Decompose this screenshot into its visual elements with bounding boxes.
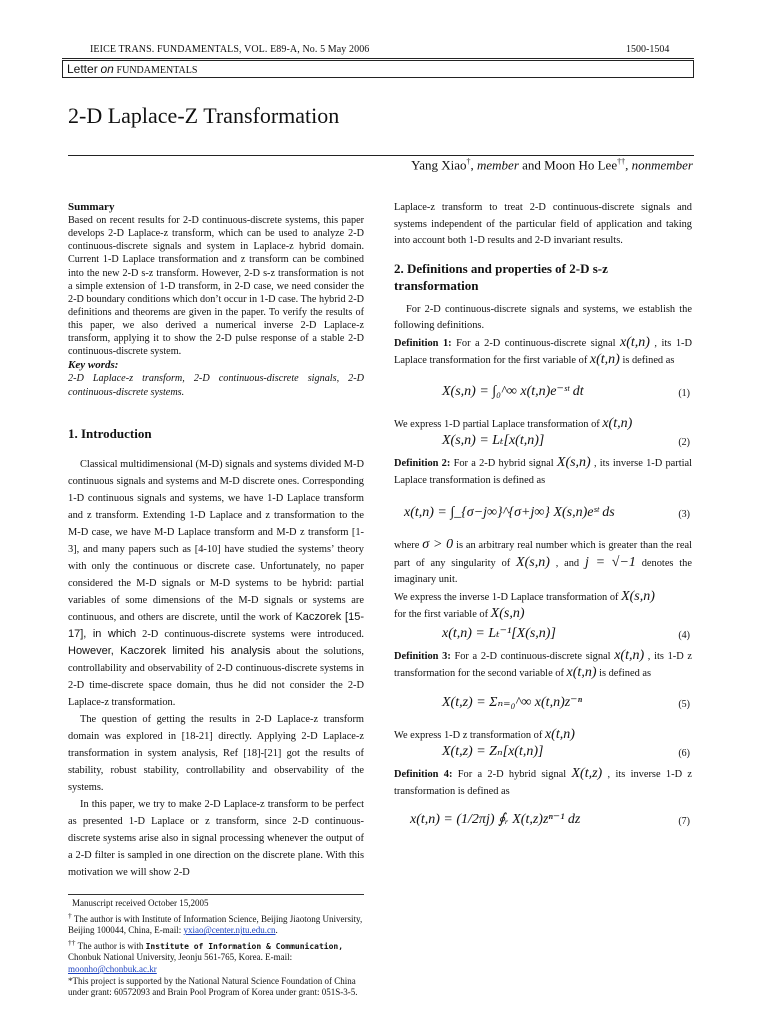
right-column (394, 200, 692, 840)
intro-p1-sans-2: However, Kaczorek limited his analysis (68, 644, 271, 657)
math-xsn: X(s,n) (516, 554, 550, 570)
footnotes (68, 898, 364, 999)
equation-1 (394, 370, 692, 416)
footnote-1-end: . (275, 925, 278, 936)
definition-1-label: Definition 1: (394, 337, 452, 349)
definition-2-text-a: For a 2-D hybrid signal (450, 458, 557, 469)
z-paragraph (394, 727, 692, 745)
section-2-intro: For 2-D continuous-discrete signals and systems, we establish the following definitions. (394, 303, 692, 331)
summary-text: Based on recent results for 2-D continuous-discrete systems, this paper develops 2-D Laplace-z transform, which can be used to analyze 2-D continuous-discrete signals and system in Laplace-z hybrid domain. Current 1-D Laplace transformation and z transform can be combined into the new 2-D s-z transform. However, 2-D s-z transformation is not a simple extension of 1-D transform, in 2-D case, we need consider the 2-D boundary conditions which don’t occur in 1-D case. The hybrid 2-D definitions and theorems are given in the paper. To verify the results of this paper, we also derived a numerical inverse 2-D Laplace-z transform, applying it to show the 2-D pulse response of a stable 2-D continuous-discrete system. (68, 215, 364, 358)
keywords-heading: Key words: (68, 359, 119, 372)
author-2: Moon Ho Lee (544, 157, 618, 173)
footnote-3: *This project is supported by the National Natural Science Foundation of China under grant: 60572093 and Brain Pool Program of Korea under grant: 051S-3-5. (68, 975, 358, 998)
footnote-2-email-link[interactable]: moonho@chonbuk.ac.kr (68, 963, 157, 974)
z-text: We express 1-D z transformation of (394, 729, 545, 741)
definition-3-text-c: is defined as (596, 668, 652, 679)
inverse-text: We express the inverse 1-D Laplace transformation of (394, 591, 622, 603)
equation-4 (394, 624, 692, 648)
equation-7-body: x(t,n) = (1/2πj) ∮ᵣ X(t,z)zⁿ⁻¹ dz (410, 812, 581, 827)
where-text-d: denotes the imaginary unit. (394, 557, 692, 585)
where-text-c: , and (549, 557, 585, 569)
after-eq1-text: We express 1-D partial Laplace transformation of (394, 418, 603, 430)
equation-1-body: X(s,n) = ∫₀^∞ x(t,n)e⁻ˢᵗ dt (442, 383, 584, 399)
math-xsn: X(s,n) (556, 455, 591, 470)
footnote-received: Manuscript received October 15,2005 (72, 898, 209, 908)
paper-title: 2-D Laplace-Z Transformation (68, 103, 340, 128)
math-sigma: σ > 0 (422, 537, 454, 552)
definition-4 (394, 766, 692, 800)
intro-paragraph-2: The question of getting the results in 2-D Laplace-z transform domain was explored in [18-21] directly. Applying 2-D Laplace-z transformation in system analysis, Ref [18]-[21] got the results of stability, robust stability, controllability and observability of the systems. (68, 713, 364, 793)
definition-2-text-b: , its inverse 1-D partial Laplace transformation is defined as (394, 458, 692, 486)
keywords-text: 2-D Laplace-z transform, 2-D continuous-discrete signals, 2-D continuous-discrete systems. (68, 373, 364, 398)
equation-5-number: (5) (678, 698, 690, 710)
equation-2-body: X(s,n) = Lₜ[x(t,n)] (442, 433, 545, 448)
definition-3-label: Definition 3: (394, 650, 451, 662)
footnote-1-email-link[interactable]: yxiao@center.njtu.edu.cn (183, 925, 276, 936)
footnote-2-text: The author is with (75, 940, 146, 951)
math-xsn: X(s,n) (490, 606, 525, 621)
letter-category-box (62, 60, 694, 78)
author-1-role: member (477, 157, 519, 173)
equation-7 (394, 800, 692, 840)
math-xtn: x(t,n) (566, 665, 597, 680)
where-paragraph (394, 537, 692, 589)
equation-2 (394, 433, 692, 455)
footnote-1 (68, 910, 364, 937)
definition-2-label: Definition 2: (394, 458, 451, 469)
inverse-paragraph (394, 589, 692, 607)
intro-p1-text-c: about the solutions, controllability and observability of 2-D continuous-discrete systems in 2-D time-discrete space domain, thus he did not consider the 2-D Laplace-z transformation. (68, 645, 364, 708)
where-text-b: is an arbitrary real number which is greater than the real part of any singularity of (394, 540, 692, 569)
left-column (68, 200, 364, 881)
category-label: FUNDAMENTALS (116, 65, 198, 76)
section-2-heading: 2. Definitions and properties of 2-D s-z transformation (394, 260, 608, 293)
math-xsn: X(s,n) (621, 588, 655, 604)
author-2-role: nonmember (631, 157, 693, 173)
footnote-1-mark: † (68, 910, 72, 920)
on-word: on (100, 62, 114, 76)
math-xtn: x(t,n) (620, 334, 650, 350)
equation-6 (394, 744, 692, 766)
intro-p1-text: Classical multidimensional (M-D) signals and systems divided M-D continuous signals and systems and M-D discrete ones. Corresponding 1-D continuous signals and systems, we have 1-D Laplace transform and z transform. Extending 1-D Laplace and z transformation to the M-D case, we have M-D Laplace transform and M-D z transform [1-3], and many papers such as [4-10] have studied the systems’ theory with only the continuous or discrete case. Unfortunately, no paper considered the M-D signals or M-D systems to be hybrid: partial variables of some dimensions of the M-D signals or systems are continuous, and others are discrete, until the work of (68, 458, 364, 623)
footnote-2-institute: Institute of Information & Communication, (145, 941, 344, 951)
definition-1-text-a: For a 2-D continuous-discrete signal (451, 337, 620, 349)
math-xtn: x(t,n) (614, 647, 645, 663)
summary-heading: Summary (68, 201, 115, 213)
definition-1 (394, 335, 692, 370)
letter-word: Letter (67, 62, 98, 76)
definition-3-text-b: , its 1-D z transformation for the second variable of (394, 650, 693, 679)
equation-5-body: X(t,z) = Σₙ₌₀^∞ x(t,n)z⁻ⁿ (442, 694, 582, 710)
equation-3 (394, 489, 692, 537)
math-xtz: X(t,z) (571, 766, 603, 781)
intro-heading: 1. Introduction (68, 425, 152, 441)
journal-header: IEICE TRANS. FUNDAMENTALS, VOL. E89-A, No. 5 May 2006 (90, 44, 370, 55)
definition-2 (394, 455, 692, 489)
footnote-1-text: The author is with Institute of Information Science, Beijing Jiaotong University, Beijing 100044, China, E-mail: (68, 913, 363, 936)
title-rule (68, 155, 694, 156)
intro-paragraph-3: In this paper, we try to make 2-D Laplace-z transform to be perfect as presented 1-D Laplace or z transform, since 2-D continuous-discrete systems arise also in signal processing whenever the output of a 2-D filter is sampled in one direction on the discrete plane. With this motivation we will show 2-D (68, 798, 364, 878)
footnote-rule (68, 894, 364, 895)
footnote-2-mark: †† (68, 937, 76, 947)
equation-6-number: (6) (678, 748, 690, 759)
author-line: Yang Xiao†, member and Moon Ho Lee††, nonmember (411, 157, 693, 173)
inverse-paragraph-2 (394, 606, 692, 624)
definition-4-label: Definition 4: (394, 769, 453, 780)
equation-5 (394, 683, 692, 727)
equation-4-body: x(t,n) = Lₜ⁻¹[X(s,n)] (442, 625, 556, 641)
right-continuation: Laplace-z transform to treat 2-D continuous-discrete signals and systems independent of the particular field of application and taking into account both 1-D results and 2-D invariant results. (394, 202, 692, 246)
equation-4-number: (4) (678, 629, 690, 641)
equation-3-number: (3) (678, 509, 690, 520)
definition-3-text-a: For a 2-D continuous-discrete signal (450, 650, 615, 662)
footnote-2 (68, 937, 364, 976)
footnote-2-text-b: Chonbuk National University, Jeonju 561-765, Korea. E-mail: (68, 952, 293, 963)
paragraph-after-eq1 (394, 416, 692, 434)
intro-p1-sans-1: Kaczorek [15-17], in which (68, 610, 364, 640)
intro-body (68, 456, 364, 881)
math-j-definition: j = √−1 (584, 554, 636, 570)
definition-4-text-a: For a 2-D hybrid signal (452, 769, 572, 780)
author-and: and (518, 157, 545, 173)
definition-3 (394, 648, 692, 683)
definition-4-text-b: , its inverse 1-D z transformation is defined as (394, 769, 692, 797)
author-1-mark: † (466, 157, 471, 166)
equation-3-body: x(t,n) = ∫_{σ−j∞}^{σ+j∞} X(s,n)eˢᵗ ds (404, 505, 615, 520)
intro-p1-text-b: 2-D continuous-discrete systems were introduced. (142, 628, 364, 640)
where-text-a: where (394, 540, 423, 551)
header-rule (62, 58, 694, 59)
math-xtn: x(t,n) (602, 415, 633, 431)
math-xtn: x(t,n) (589, 352, 620, 367)
author-1: Yang Xiao (411, 157, 467, 173)
definition-1-text-b: , its 1-D Laplace transformation for the first variable of (394, 337, 693, 366)
equation-2-number: (2) (678, 437, 690, 448)
equation-1-number: (1) (678, 387, 690, 399)
equation-7-number: (7) (678, 816, 690, 827)
page-range: 1500-1504 (626, 44, 670, 55)
author-2-mark: †† (617, 157, 626, 166)
intro-paragraph-1 (68, 456, 364, 711)
equation-6-body: X(t,z) = Zₙ[x(t,n)] (442, 744, 544, 759)
definition-1-text-c: is defined as (619, 355, 675, 366)
inverse-text-2: for the first variable of (394, 609, 491, 620)
math-xtn: x(t,n) (544, 726, 575, 742)
